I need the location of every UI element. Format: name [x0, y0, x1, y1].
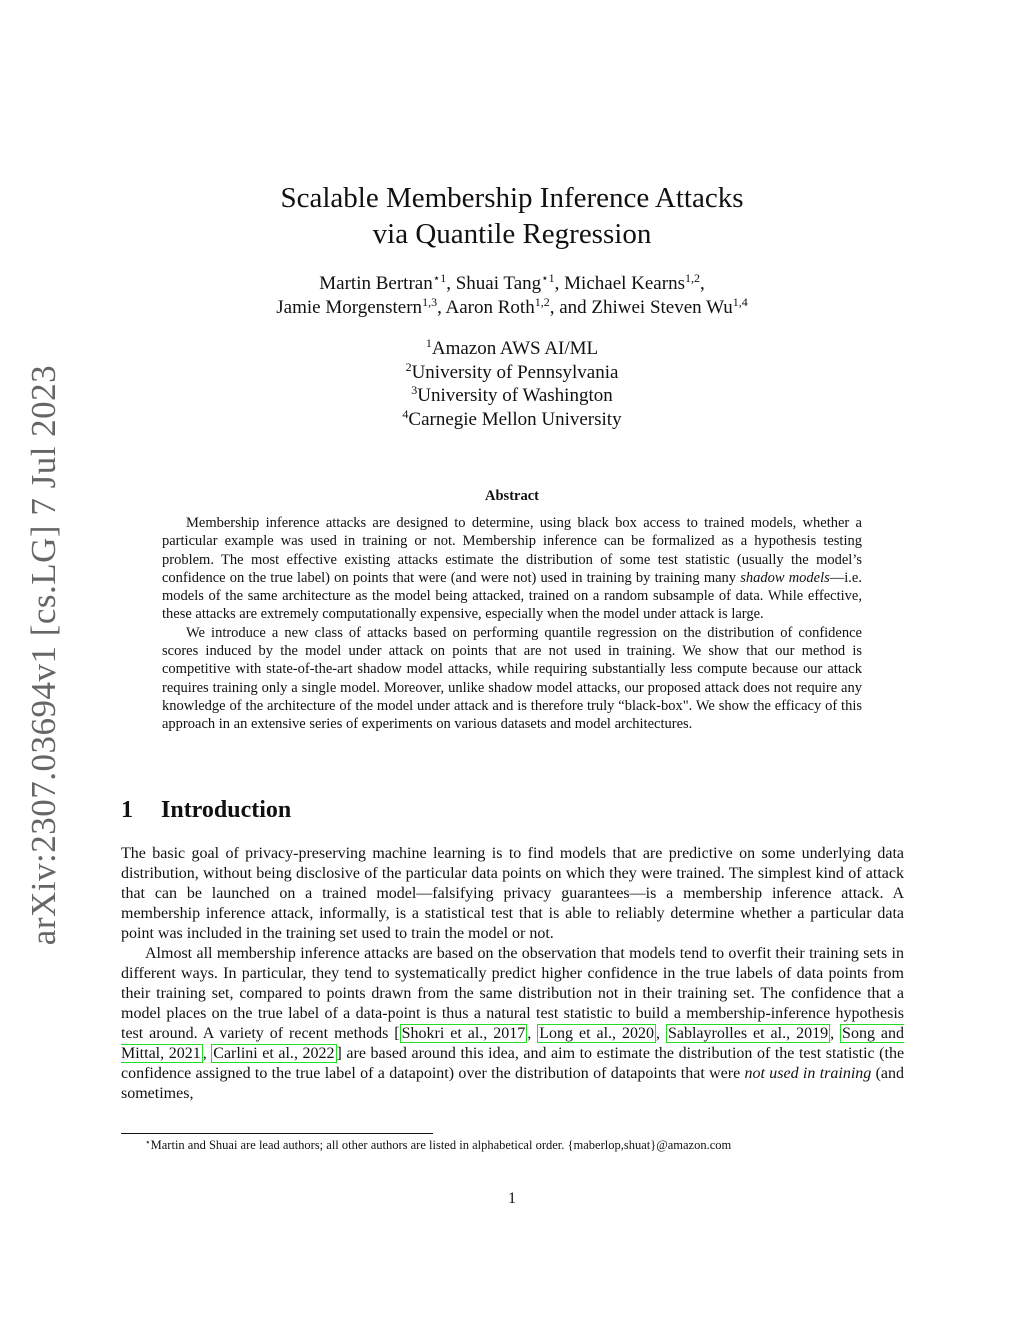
- emphasis: not used in training: [744, 1065, 872, 1082]
- abstract-heading: Abstract: [485, 488, 539, 504]
- title-line-1: Scalable Membership Inference Attacks: [280, 182, 744, 214]
- author-separator: ,: [699, 273, 705, 294]
- affiliation: [0, 361, 1024, 385]
- affiliation-mark: 3: [411, 383, 418, 397]
- author-name: Martin Bertran: [319, 273, 433, 294]
- citation-link[interactable]: Carlini et al., 2022: [213, 1045, 335, 1062]
- affiliation-mark: 2: [405, 359, 412, 374]
- author-separator: ,: [446, 273, 456, 294]
- footnote-rule: [121, 1133, 433, 1134]
- affiliation-name: Amazon AWS AI/ML: [431, 338, 599, 359]
- section-number: 1: [121, 797, 133, 823]
- affiliation: [0, 337, 1024, 361]
- author-separator: ,: [554, 273, 565, 294]
- author-name: Michael Kearns: [564, 273, 685, 294]
- author-name: Shuai Tang: [455, 273, 542, 294]
- author-name: Jamie Morgenstern: [276, 297, 423, 318]
- author-affiliation-mark: 1,2: [684, 271, 700, 285]
- affiliation-mark: 1: [425, 336, 432, 350]
- citation-link[interactable]: Song and Mittal, 2021: [121, 1025, 905, 1062]
- section-heading: [121, 797, 291, 824]
- page-number: 1: [508, 1190, 516, 1207]
- abstract-paragraph-1: Membership inference attacks are designed to determine, using black box access to trained models, whether a particular example was used in training or not. Membership inference can be formalized as a hypothesis testing problem. The most effective existing attacks estimate the distribution of some test statistic (usually the model’s confidence on the true label) on points that were (and were not) used in training by training many shadow models—i.e. models of the same architecture as the model being attacked, trained on a random subsample of data. While effective, these attacks are extremely computationally expensive, especially when the model under attack is large.: [162, 515, 862, 623]
- author-list: [0, 272, 1024, 320]
- author-affiliation-mark: ⋆1: [541, 271, 555, 285]
- citation-link[interactable]: Shokri et al., 2017: [401, 1025, 526, 1042]
- paper-title: [0, 180, 1024, 252]
- footnote: [145, 1137, 731, 1153]
- author-separator: ,: [437, 297, 446, 318]
- author-name: Aaron Roth: [445, 297, 535, 318]
- arxiv-identifier: arXiv:2307.03694v1 [cs.LG] 7 Jul 2023: [24, 364, 63, 946]
- author-name: Zhiwei Steven Wu: [591, 297, 733, 318]
- section-title: Introduction: [161, 797, 292, 823]
- title-line-2: via Quantile Regression: [372, 218, 652, 250]
- citation-link[interactable]: Sablayrolles et al., 2019: [667, 1025, 829, 1042]
- affiliation-name: University of Pennsylvania: [411, 361, 619, 383]
- author-affiliation-mark: 1,2: [534, 295, 550, 309]
- emphasis: shadow models: [740, 569, 830, 586]
- intro-paragraph-1: The basic goal of privacy-preserving machine learning is to find models that are predictive on some underlying data distribution, without being disclosive of the particular data points on which they were trained. The simplest kind of attack that can be launched on a trained model—falsifying privacy guarantees—is a membership inference attack. A membership inference attack, informally, is a statistical test that is able to reliably determine whether a particular data point was included in the training set used to train the model or not.: [121, 845, 904, 942]
- affiliation-list: [0, 337, 1024, 431]
- affiliation-name: Carnegie Mellon University: [408, 408, 622, 430]
- intro-body: [121, 844, 904, 1104]
- intro-paragraph-2: Almost all membership inference attacks are based on the observation that models tend to overfit their training sets in different ways. In particular, they tend to systematically predict higher confidence in the true labels of data points from their training set, compared to points drawn from the same distribution not in their training set. The confidence that a model places on the true label of a data-point is thus a natural test statistic to build a membership-inference hypothesis test around. A variety of recent methods [ Shokri et al., 2017 , Long et al., 2020 , Sablayrolles et al., 2019 , Song and Mittal, 2021 , Carlini et al., 2022 ] are based around this idea, and aim to estimate the distribution of the test statistic (the confidence assigned to the true label of a datapoint) over the distribution of datapoints that were not used in training (and sometimes,: [121, 945, 905, 1102]
- author-affiliation-mark: 1,3: [422, 295, 438, 309]
- author-line-2: [0, 296, 1024, 320]
- affiliation-mark: 4: [402, 406, 409, 421]
- footnote-text: Martin and Shuai are lead authors; all other authors are listed in alphabetical order. {maberlop,shuat}@amazon.com: [150, 1138, 732, 1152]
- author-affiliation-mark: ⋆1: [432, 271, 447, 285]
- abstract: [162, 514, 862, 734]
- affiliation: [0, 408, 1024, 432]
- abstract-paragraph-2: We introduce a new class of attacks based on performing quantile regression on the distribution of confidence scores induced by the model under attack on points that are not used in training. We show that our method is competitive with state-of-the-art shadow model attacks, while requiring substantially less compute because our attack requires training only a single model. Moreover, unlike shadow model attacks, our proposed attack does not require any knowledge of the architecture of the model under attack and is therefore truly “black-box". We show the efficacy of this approach in an extensive series of experiments on various datasets and model architectures.: [162, 624, 862, 733]
- author-affiliation-mark: 1,4: [732, 295, 748, 309]
- affiliation: [0, 384, 1024, 408]
- author-line-1: [0, 272, 1024, 296]
- affiliation-name: University of Washington: [417, 385, 613, 406]
- footnote-mark: ⋆: [145, 1137, 151, 1147]
- citation-link[interactable]: Long et al., 2020: [539, 1025, 655, 1042]
- author-separator: , and: [549, 297, 592, 318]
